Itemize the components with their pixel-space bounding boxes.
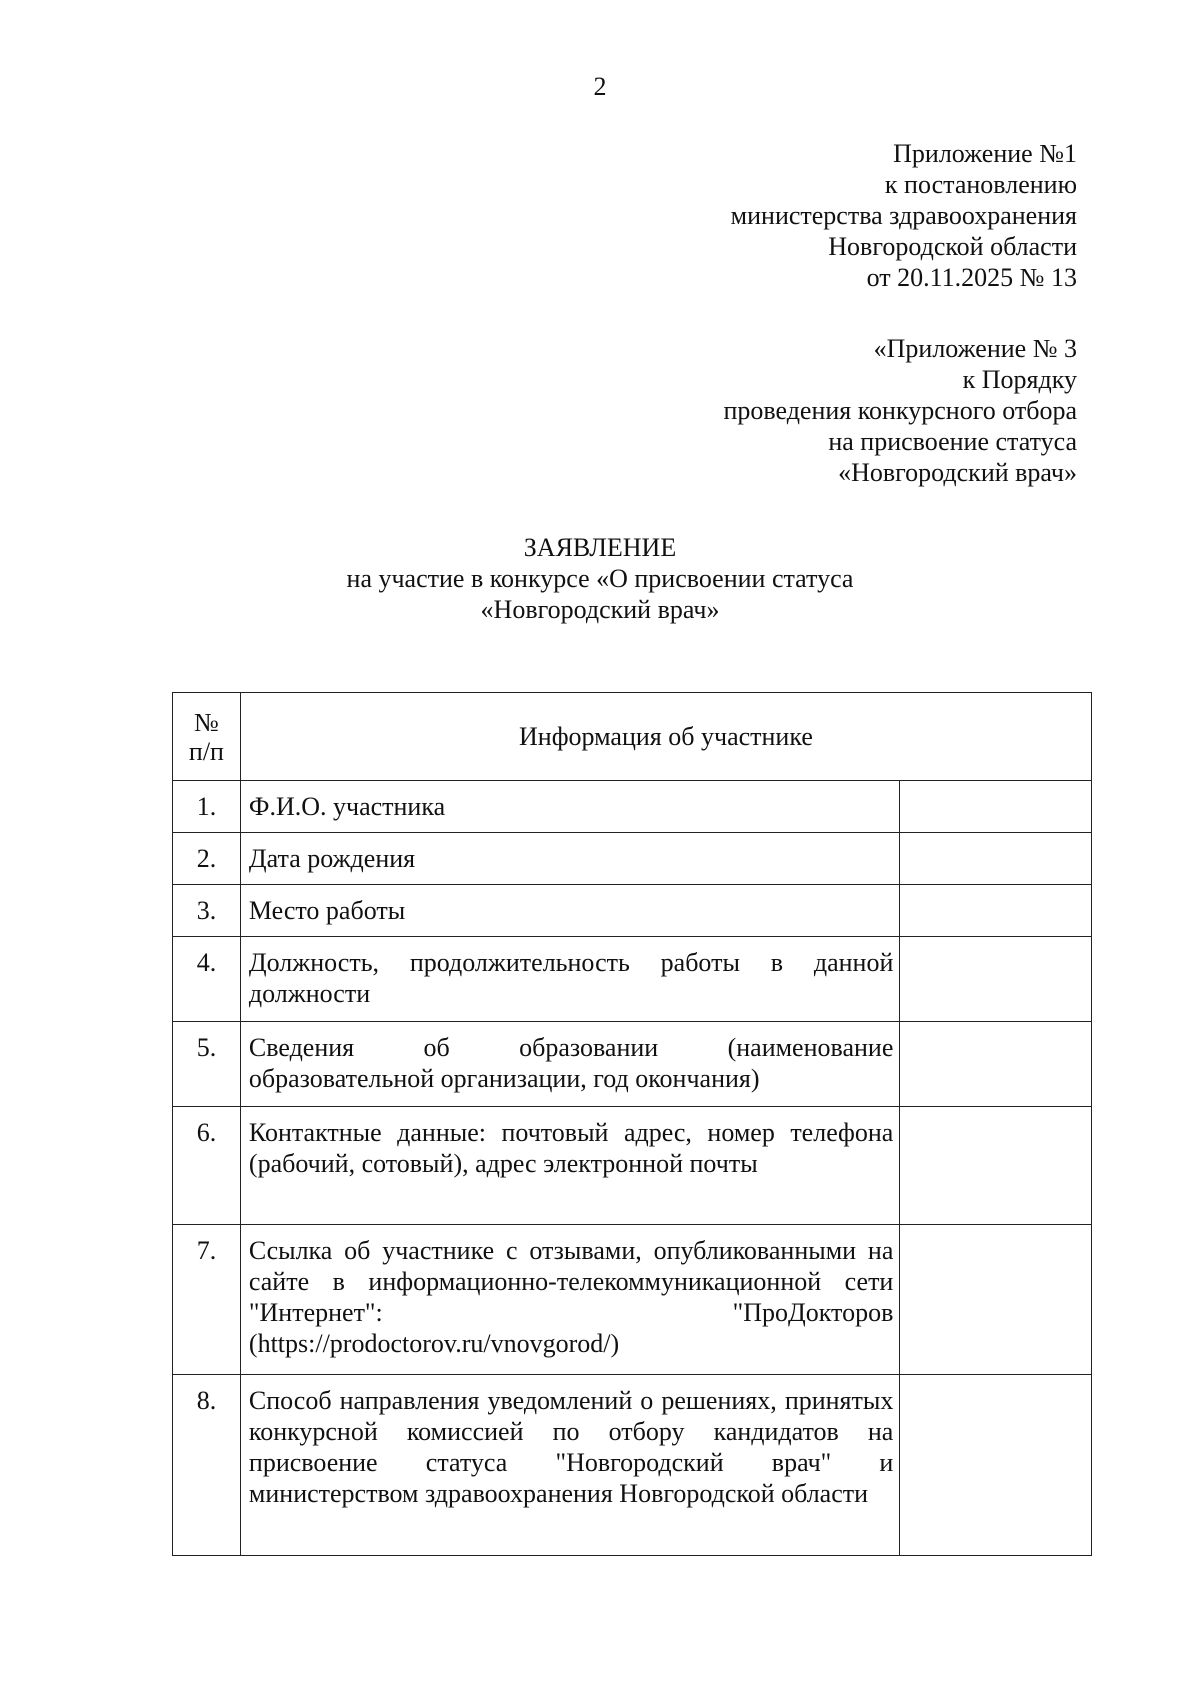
row-number: 8. [173,1375,241,1556]
row-value-cell[interactable] [900,781,1092,833]
title-heading: ЗАЯВЛЕНИЕ [523,533,677,562]
row-label: Дата рождения [240,833,899,885]
row-number: 1. [173,781,241,833]
row-label: Способ направления уведомлений о решениях, принятых конкурсной комиссией по отбору кандидатов на присвоение статуса "Новгородский врач" и министерством здравоохранения Новгородской области [240,1375,899,1556]
annex-3-line: на присвоение статуса [828,427,1077,456]
header-info-column: Информация об участнике [240,693,1091,781]
row-number: 2. [173,833,241,885]
annex-1-line: министерства здравоохранения [730,201,1077,230]
table-row [173,885,1092,937]
page-number: 2 [593,72,607,101]
table-header-row [173,693,1092,781]
participant-info-table [172,692,1092,1556]
annex-3-line: к Порядку [962,365,1077,394]
row-number: 4. [173,937,241,1022]
annex-3-line: «Новгородский врач» [838,458,1077,487]
annex-3-line: проведения конкурсного отбора [723,396,1077,425]
row-number: 5. [173,1022,241,1107]
annex-3-header [723,333,1077,488]
row-value-cell[interactable] [900,1225,1092,1375]
row-value-cell[interactable] [900,833,1092,885]
table-row [173,1022,1092,1107]
header-number-abbr: п/п [188,736,224,766]
row-label: Место работы [240,885,899,937]
row-number: 6. [173,1107,241,1225]
row-label: Контактные данные: почтовый адрес, номер телефона (рабочий, сотовый), адрес электронной почты [240,1107,899,1225]
table-row [173,833,1092,885]
header-number-column [173,693,241,781]
table-row [173,1107,1092,1225]
table-row [173,1375,1092,1556]
annex-1-line: к постановлению [884,170,1077,199]
title-subtitle-line: на участие в конкурсе «О присвоении статуса [346,564,854,593]
row-value-cell[interactable] [900,885,1092,937]
row-value-cell[interactable] [900,1375,1092,1556]
table-row [173,937,1092,1022]
row-value-cell[interactable] [900,1022,1092,1107]
annex-1-line: Приложение №1 [893,139,1077,168]
row-label: Сведения об образовании (наименование образовательной организации, год окончания) [240,1022,899,1107]
table-row [173,781,1092,833]
annex-1-line: от 20.11.2025 № 13 [866,263,1077,292]
annex-1-line: Новгородской области [828,232,1077,261]
annex-3-line: «Приложение № 3 [873,334,1077,363]
document-title [0,532,1200,625]
annex-1-header [731,138,1077,293]
row-label: Должность, продолжительность работы в данной должности [240,937,899,1022]
row-value-cell[interactable] [900,1107,1092,1225]
header-number-symbol: № [194,707,219,737]
table-row [173,1225,1092,1375]
row-number: 7. [173,1225,241,1375]
title-subtitle-line: «Новгородский врач» [480,595,720,624]
row-number: 3. [173,885,241,937]
row-label: Ссылка об участнике с отзывами, опубликованными на сайте в информационно-телекоммуникационной сети "Интернет": "ПроДокторов (https://prodoctorov.ru/vnovgorod/) [240,1225,899,1375]
row-value-cell[interactable] [900,937,1092,1022]
row-label: Ф.И.О. участника [240,781,899,833]
